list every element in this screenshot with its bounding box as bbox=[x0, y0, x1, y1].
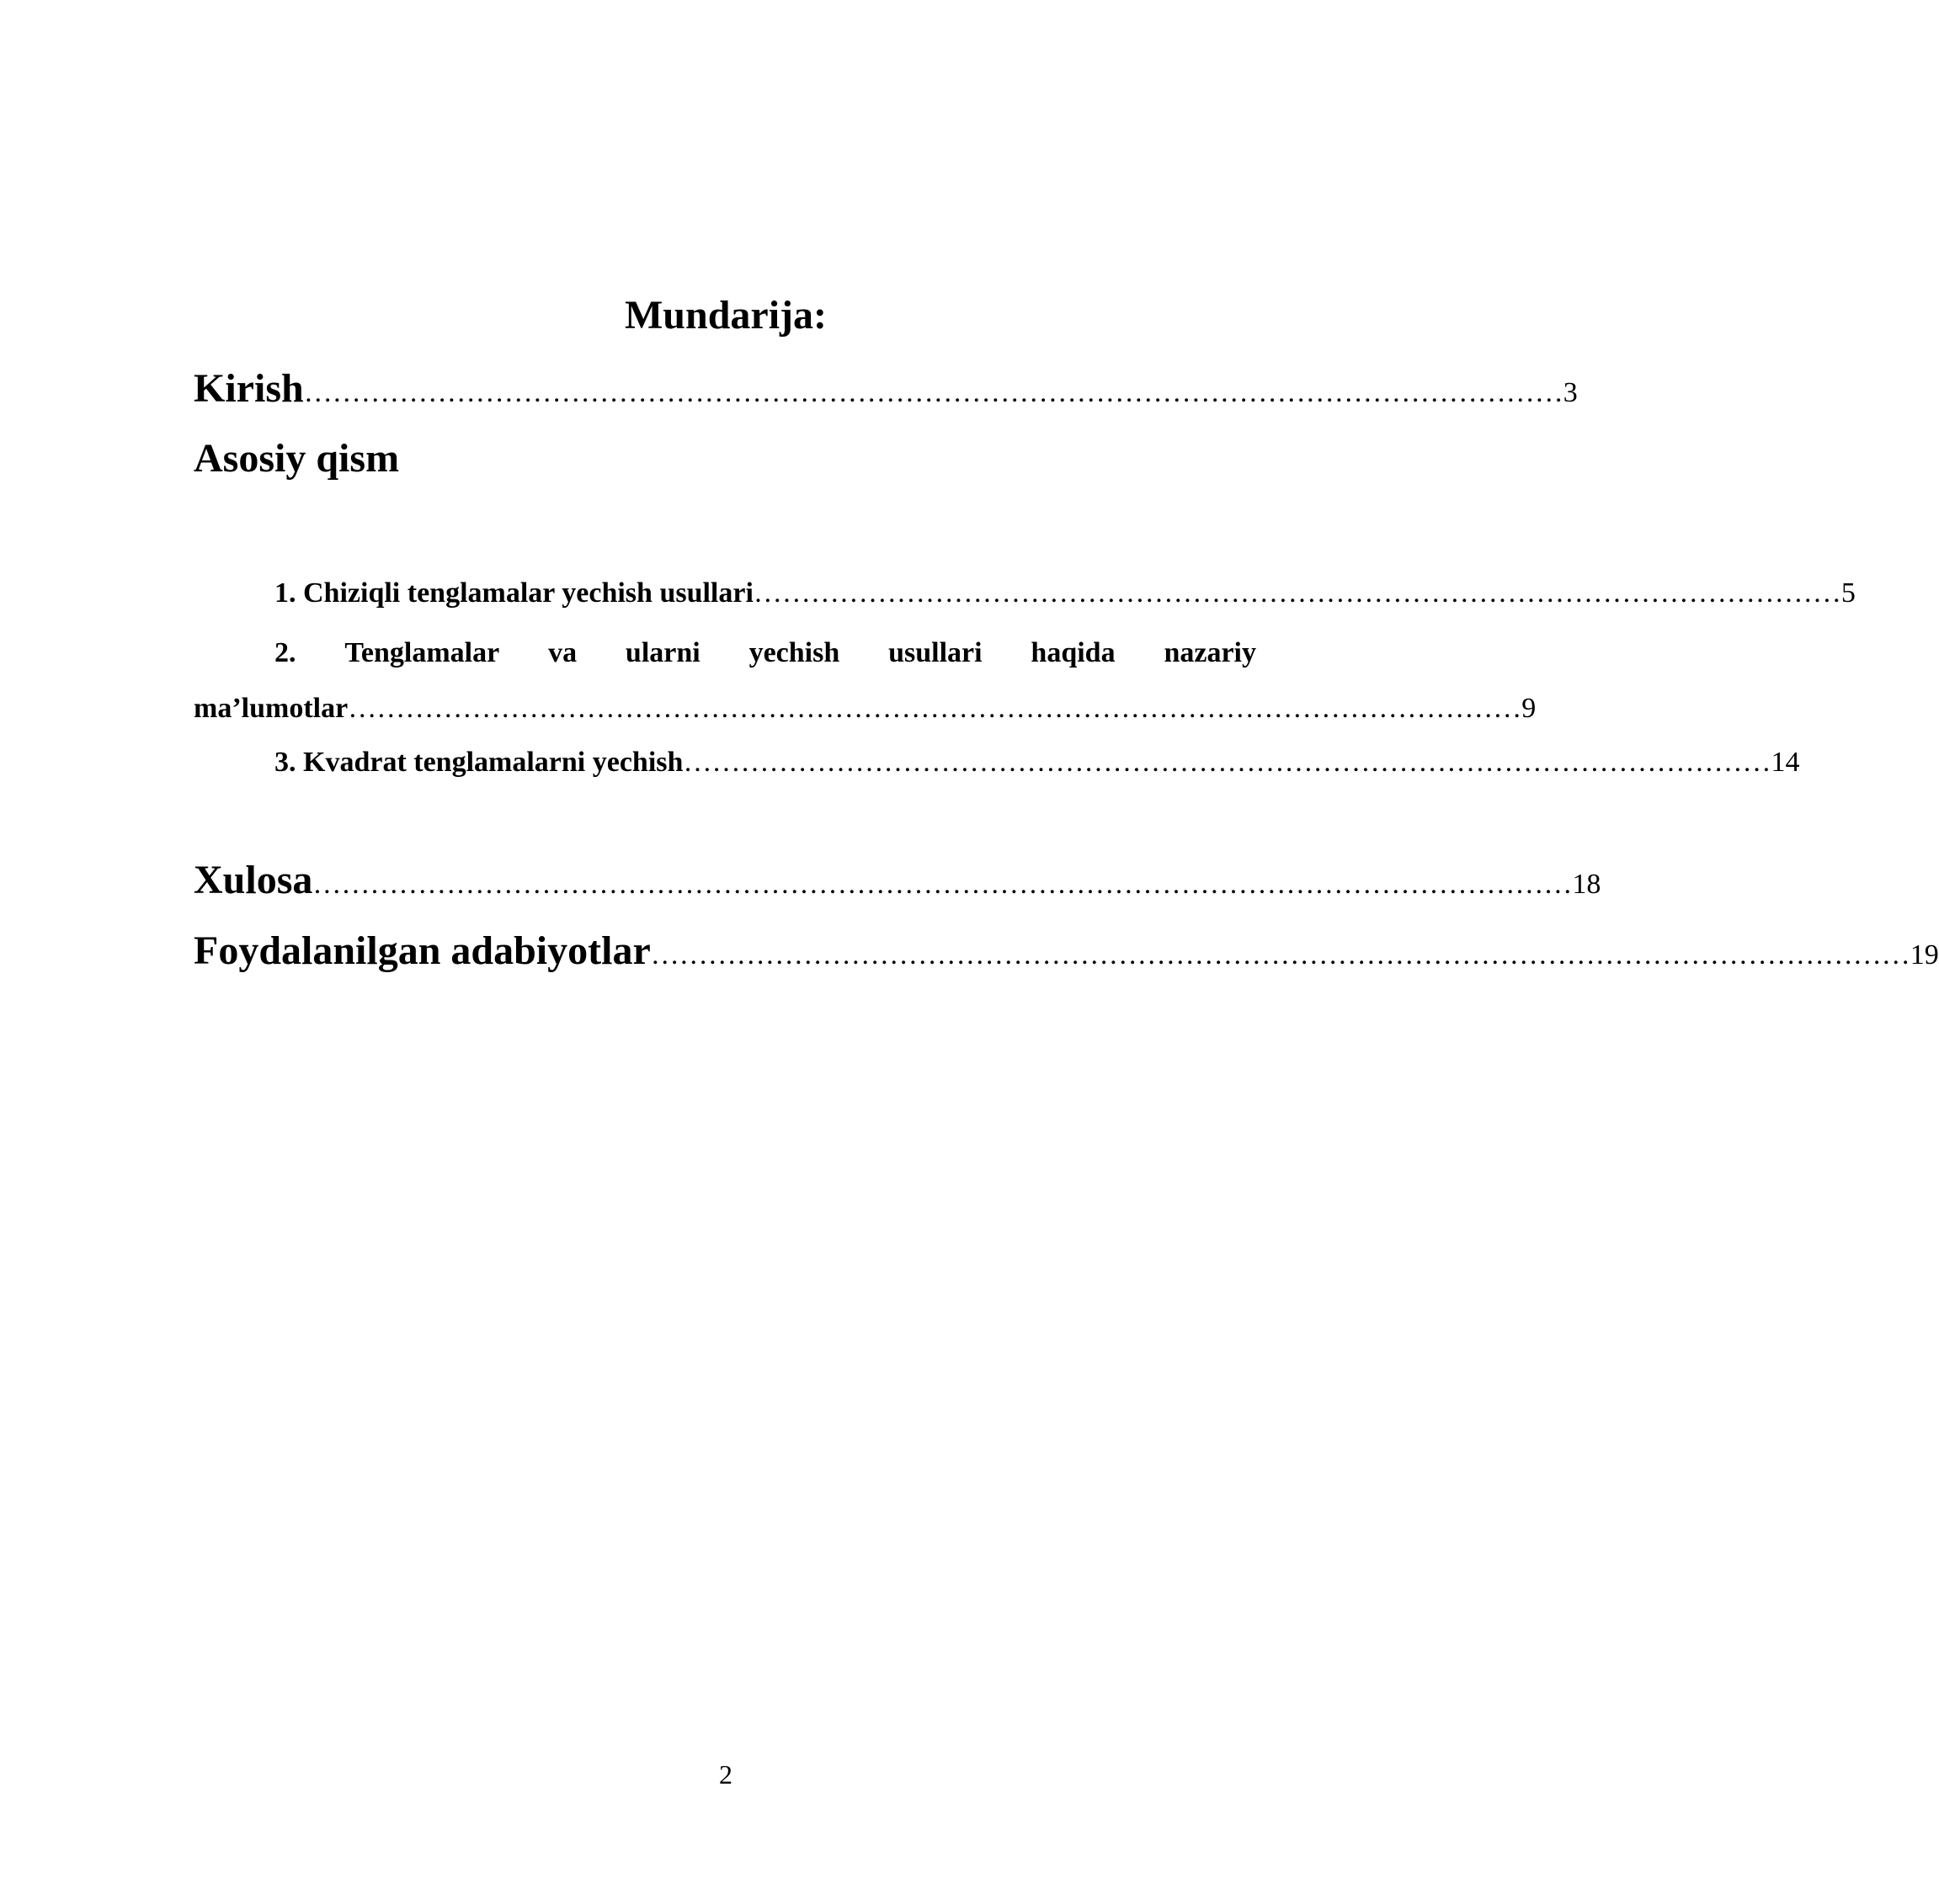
toc-word: haqida bbox=[1031, 637, 1116, 668]
toc-page-number: 18 bbox=[1572, 869, 1601, 900]
toc-entry-item1 bbox=[194, 575, 1856, 612]
toc-entry-label: Kirish bbox=[194, 366, 304, 411]
leader-dots: …………………………………………………………………………………………………… bbox=[683, 747, 1771, 778]
toc-page-number: 9 bbox=[1521, 693, 1537, 724]
toc-word: 2. bbox=[274, 637, 296, 668]
toc-word: ularni bbox=[625, 637, 700, 668]
toc-entry-line bbox=[194, 635, 1256, 672]
toc-word: va bbox=[548, 637, 578, 668]
toc-entry-label: 3. Kvadrat tenglamalarni yechish bbox=[274, 747, 684, 778]
leader-dots: …………………………………………………………………………………………………………………… bbox=[650, 939, 1910, 971]
toc-word: usullari bbox=[888, 637, 983, 668]
leader-dots: …………………………………………………………………………………………………………… bbox=[348, 693, 1522, 724]
leader-dots: …………………………………………………………………………………………………………………… bbox=[303, 377, 1563, 408]
toc-word: yechish bbox=[748, 637, 840, 668]
toc-entry-label: Xulosa bbox=[194, 858, 313, 902]
toc-entry-label: 1. Chiziqli tenglamalar yechish usullari bbox=[274, 577, 754, 609]
page-number: 2 bbox=[719, 1759, 732, 1790]
toc-title: Mundarija: bbox=[625, 293, 827, 338]
toc-word: Tenglamalar bbox=[344, 637, 500, 668]
toc-entry-kirish bbox=[194, 364, 1578, 418]
toc-word: nazariy bbox=[1164, 637, 1256, 668]
toc-entry-label: ma’lumotlar bbox=[194, 693, 349, 724]
toc-page-number: 19 bbox=[1910, 939, 1939, 971]
toc-entry-item2-cont bbox=[194, 690, 1537, 727]
toc-entry-item2 bbox=[194, 635, 1256, 672]
toc-entry-label: Foydalanilgan adabiyotlar bbox=[194, 928, 651, 973]
toc-entry-adabiyotlar bbox=[194, 926, 1939, 981]
toc-heading-asosiy: Asosiy qism bbox=[194, 436, 400, 481]
toc-entry-xulosa bbox=[194, 855, 1601, 910]
toc-page-number: 3 bbox=[1563, 377, 1578, 408]
leader-dots: …………………………………………………………………………………………………… bbox=[753, 577, 1841, 609]
toc-entry-item3 bbox=[194, 744, 1800, 781]
toc-page-number: 14 bbox=[1771, 747, 1800, 778]
toc-page-number: 5 bbox=[1840, 577, 1856, 609]
leader-dots: …………………………………………………………………………………………………………………… bbox=[312, 869, 1573, 900]
